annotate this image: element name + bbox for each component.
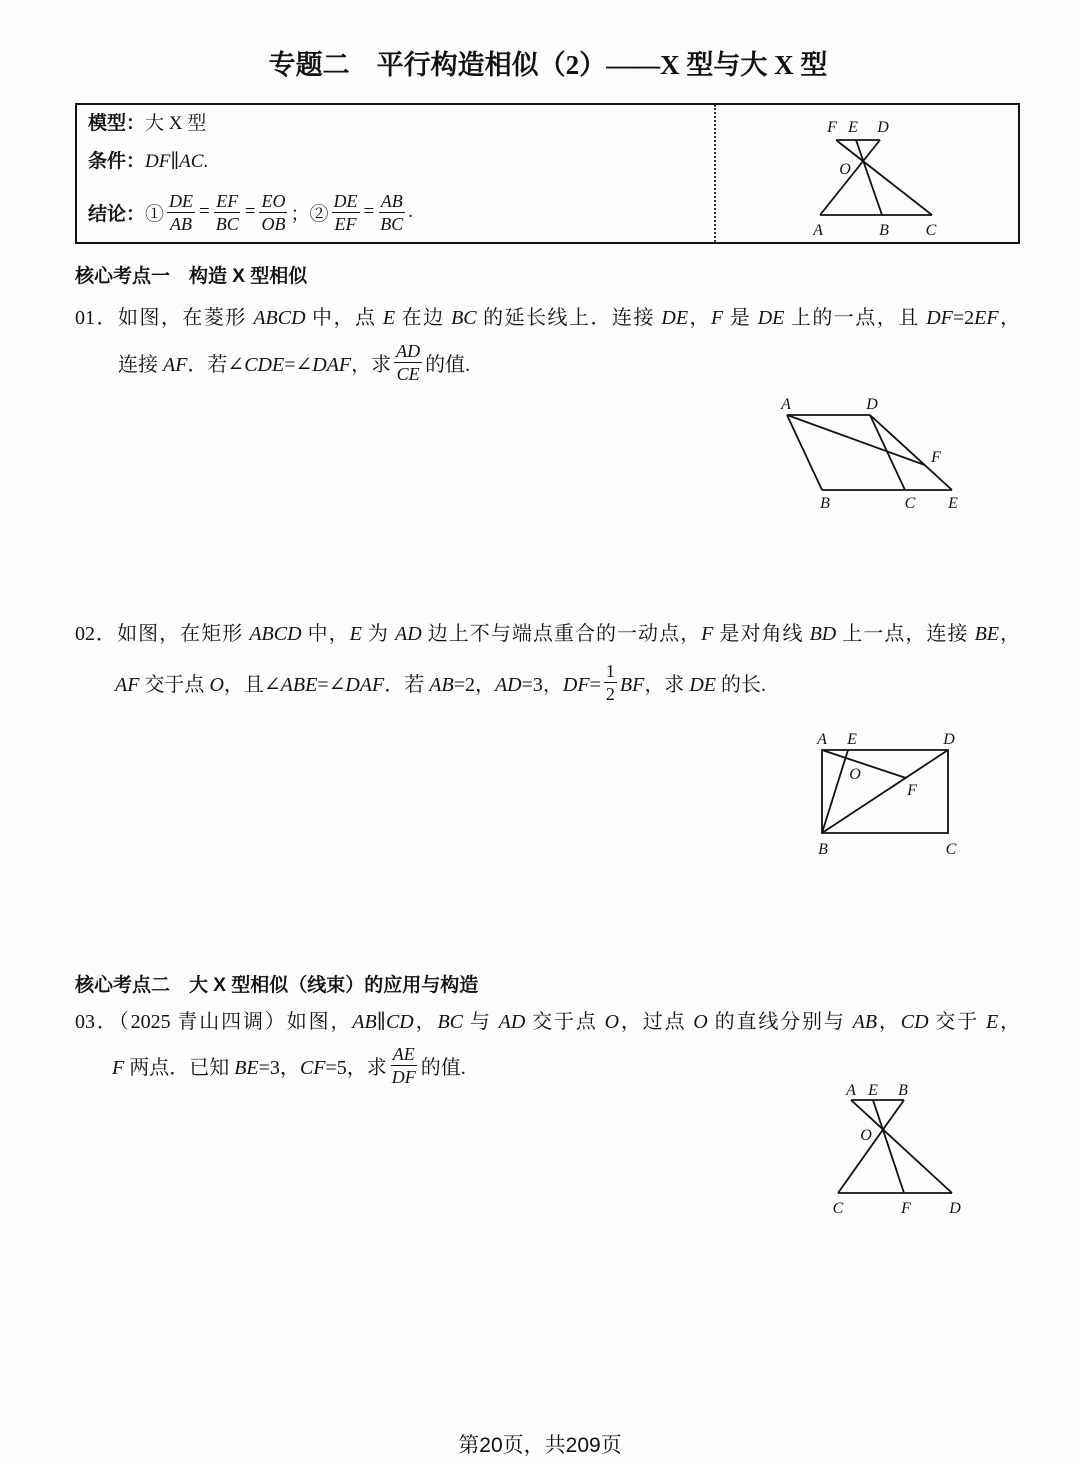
conclusion-line [88,188,413,236]
math-expression: CD [900,1011,929,1033]
math-expression: AB [852,1011,878,1033]
math-expression: AB [429,673,454,696]
segment-eb [856,140,882,215]
equals-sign: = [199,201,210,222]
math-expression: AB∥CD [352,1011,414,1033]
text-run: 为 [361,623,395,645]
fraction-numerator: DE [169,190,194,211]
segment-ef [873,1100,904,1193]
math-expression: E [382,307,396,329]
label-a: A [846,1082,856,1099]
math-expression: DE [689,673,716,696]
math-expression: O [604,1011,620,1033]
problem-text [620,668,766,697]
circled-two-marker: ② [309,203,329,225]
fraction-numerator: AE [392,1043,415,1064]
problem-text [112,1051,387,1080]
diagonal-bd [822,750,948,833]
text-run: ．若 [384,673,430,696]
text-run: 是 [723,307,758,329]
fraction-numerator: AB [380,190,403,211]
circled-one-marker: ① [145,203,165,225]
segment-be [822,750,848,833]
text-run: =3， [521,673,563,696]
text-run: 的直线分别与 [707,1011,853,1033]
label-e: E [868,1082,878,1099]
text-run: 边上不与端点重合的一动点， [421,623,702,645]
text-run: 的值. [420,1056,466,1079]
text-run: ， [688,307,712,329]
label-c: C [925,222,937,239]
text-run: 中， [301,623,350,645]
model-label: 模型： [88,113,146,134]
text-run: =2 [952,307,975,329]
fraction-denominator: OB [261,213,286,234]
segment-bc [838,1100,904,1193]
math-expression: DF∥AC [145,151,204,172]
page-footer: 第20页，共209页 [458,1434,622,1457]
text-run: 连接 [118,353,163,376]
text-run: 的延长线上．连接 [476,307,662,329]
fraction-eo-ob [259,190,287,235]
math-expression: CF [299,1056,326,1079]
math-expression: BC [437,1011,464,1033]
segment-ad [851,1100,952,1193]
label-b: B [818,841,828,858]
problem-text [118,307,1020,329]
fraction-ab-bc [378,190,405,235]
fraction-denominator: DF [391,1066,416,1087]
text-run: 交于点 [525,1011,605,1033]
problem-01-figure [770,390,970,515]
label-f: F [827,119,837,136]
fraction-denominator: AB [170,213,193,234]
label-f: F [901,1200,911,1217]
fraction-one-half [604,660,617,705]
label-c: C [945,841,957,858]
text-run: 与 [463,1011,499,1033]
math-expression: DAF [312,353,352,376]
equals-sign: = [244,201,256,222]
math-expression: F [711,307,724,329]
label-b: B [898,1082,908,1099]
problem-01-line-2 [118,338,470,386]
math-expression: BF [619,673,645,696]
problem-02-line-1 [75,619,1020,649]
math-expression: AD [498,1011,526,1033]
text-run: 两点．已知 [124,1056,235,1079]
segment-af [822,750,906,778]
text-run: =2， [453,673,495,696]
segment-dc [870,415,905,490]
fraction-de-ef [332,190,360,235]
label-e: E [848,119,858,136]
text-run: 交于 [928,1011,986,1033]
label-c: C [832,1200,844,1217]
period: . [408,201,413,222]
separator: ； [290,203,310,225]
text-run: ，求 [351,353,392,376]
model-line [88,110,206,138]
text-run: ， [998,307,1020,329]
math-expression: AF [115,673,140,696]
problem-text [421,1051,466,1080]
math-expression: BC [451,307,477,329]
text-run: 上一点，连接 [836,623,975,645]
label-e: E [948,495,958,512]
fraction-denominator: EF [334,213,357,234]
conclusion-label: 结论： [88,203,146,225]
text-run: ，求 [644,673,690,696]
text-run: = [589,673,601,696]
problem-text [118,348,391,377]
label-e: E [847,731,857,748]
text-run: =5，求 [325,1056,387,1079]
problem-number: 03． [75,1011,119,1033]
text-run: 的值. [425,353,471,376]
text-run: =3， [258,1056,300,1079]
text-run: ， [998,1011,1020,1033]
math-expression: DF [562,673,590,696]
label-o: O [849,766,861,783]
label-f: F [931,449,941,466]
fraction-denominator: BC [380,213,404,234]
condition-label: 条件： [88,151,146,172]
label-b: B [820,495,830,512]
fraction-denominator: 2 [605,683,615,704]
text-run: =∠ [317,673,346,696]
math-expression: E [349,623,362,645]
math-expression: ABE [280,673,318,696]
math-expression: DF [926,307,953,329]
text-run: ，过点 [619,1011,694,1033]
problem-number: 01． [75,307,118,329]
text-run: 上的一点，且 [784,307,927,329]
section-heading-1: 核心考点一 构造 X 型相似 [75,266,308,287]
label-d: D [866,396,878,413]
label-f: F [907,782,917,799]
text-run: 是对角线 [713,623,810,645]
section-heading-2: 核心考点二 大 X 型相似（线束）的应用与构造 [75,975,479,996]
text-run: 中，点 [305,307,383,329]
problem-01-line-1 [75,303,1020,333]
math-expression: DE [757,307,785,329]
text-run: 如图，在矩形 [117,623,250,645]
problem-03-line-2 [112,1041,466,1089]
dotted-divider [714,105,716,242]
fraction-numerator: EF [216,190,239,211]
fraction-ef-bc [214,190,241,235]
text-run: 如图，在菱形 [117,307,254,329]
fraction-numerator: 1 [605,660,615,681]
math-expression: DAF [345,673,385,696]
label-o: O [860,1127,872,1144]
condition-line [88,148,208,176]
math-expression: BE [974,623,999,645]
text-run: ， [877,1011,901,1033]
label-a: A [813,222,823,239]
fraction-denominator: CE [396,363,420,384]
math-expression: BE [234,1056,259,1079]
label-b: B [879,222,889,239]
label-d: D [949,1200,961,1217]
math-expression: CDE [244,353,285,376]
math-expression: AD [394,623,422,645]
problem-text [115,668,601,697]
text-run: ，且∠ [223,673,281,696]
text-run: 的长. [715,673,766,696]
label-a: A [817,731,827,748]
model-value: 大 X 型 [145,113,207,134]
label-o: O [839,161,851,178]
math-expression: DE [661,307,689,329]
fraction-denominator: BC [215,213,239,234]
math-expression: ABCD [253,307,306,329]
fraction-ad-ce [394,340,422,385]
equals-sign: = [363,201,375,222]
text-run: ．若∠ [187,353,245,376]
text-run: （2025 青山四调）如图， [118,1011,353,1033]
fraction-de-ab [167,190,195,235]
math-expression: EF [974,307,999,329]
text-run: ， [999,623,1020,645]
page-title: 专题二 平行构造相似（2）——X 型与大 X 型 [268,50,828,80]
math-expression: ABCD [249,623,302,645]
condition-value [145,151,208,172]
text-run: 在边 [395,307,452,329]
label-a: A [781,396,791,413]
math-expression: E [986,1011,999,1033]
text-run: =∠ [284,353,313,376]
math-expression: F [701,623,714,645]
math-expression: AD [494,673,522,696]
math-expression: BD [809,623,837,645]
problem-text [119,1011,1020,1033]
fraction-numerator: AD [396,340,421,361]
math-expression: O [693,1011,708,1033]
model-figure [800,112,950,240]
model-box [75,103,1020,244]
label-d: D [877,119,889,136]
math-expression: O [209,673,224,696]
problem-number: 02． [75,623,118,645]
math-expression: F [112,1056,125,1079]
problem-text [117,623,1020,645]
problem-text [425,348,470,377]
problem-03-figure [825,1078,970,1220]
text-run: 交于点 [139,673,210,696]
math-expression: AF [163,353,188,376]
problem-03-line-1 [75,1007,1020,1037]
fraction-numerator: EO [261,190,286,211]
text-run: . [203,151,209,172]
problem-02-figure [805,725,970,860]
fraction-ae-df [390,1043,418,1088]
label-d: D [943,731,955,748]
problem-02-line-2 [115,658,766,706]
text-run: ， [413,1011,438,1033]
label-c: C [904,495,916,512]
fraction-numerator: DE [333,190,358,211]
